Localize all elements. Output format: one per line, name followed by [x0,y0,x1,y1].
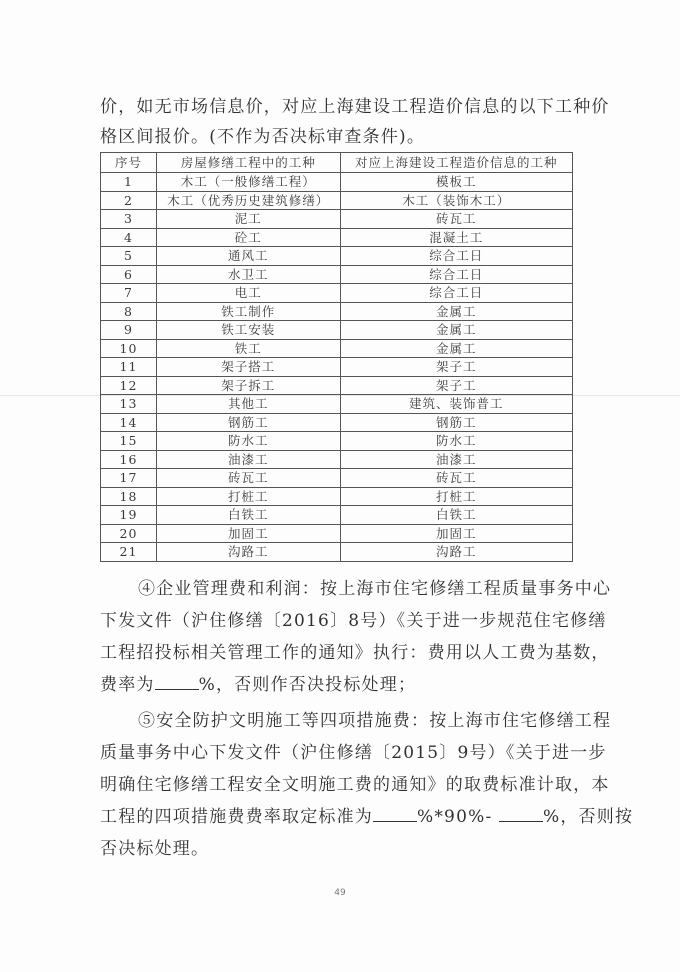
cell-shanghai-trade: 综合工日 [340,247,573,266]
cell-seq: 10 [101,339,157,358]
table-row [101,469,573,488]
cell-repair-trade: 木工（优秀历史建筑修缮） [156,191,340,210]
item4-rate-suffix: %，否则作否决投标处理； [198,675,417,695]
cell-seq: 5 [101,247,157,266]
intro-line-1: 价，如无市场信息价，对应上海建设工程造价信息的以下工种价 [100,97,610,117]
cell-shanghai-trade: 混凝土工 [340,228,573,247]
header-seq: 序号 [101,153,157,173]
cell-repair-trade: 砖瓦工 [156,469,340,488]
cell-shanghai-trade: 金属工 [340,321,573,340]
table-row [101,265,573,284]
cell-seq: 12 [101,376,157,395]
cell-repair-trade: 打桩工 [156,487,340,506]
cell-seq: 17 [101,469,157,488]
cell-shanghai-trade: 钢筋工 [340,413,573,432]
cell-shanghai-trade: 防水工 [340,432,573,451]
cell-shanghai-trade: 综合工日 [340,284,573,303]
item5-line-5: 否决标处理。 [100,839,210,859]
item5-line-2: 质量事务中心下发文件（沪住修缮〔2015〕9号）《关于进一步 [100,743,607,763]
cell-shanghai-trade: 沟路工 [340,543,573,562]
cell-seq: 13 [101,395,157,414]
cell-repair-trade: 架子拆工 [156,376,340,395]
table-row [101,210,573,229]
table-row [101,432,573,451]
item5-rate-suffix: %，否则按 [543,807,634,827]
cell-repair-trade: 铁工安装 [156,321,340,340]
cell-repair-trade: 泥工 [156,210,340,229]
cell-seq: 18 [101,487,157,506]
cell-seq: 20 [101,524,157,543]
cell-repair-trade: 其他工 [156,395,340,414]
table-row [101,284,573,303]
cell-repair-trade: 加固工 [156,524,340,543]
intro-line-2: 格区间报价。(不作为否决标审查条件)。 [100,127,426,147]
table-row [101,413,573,432]
cell-repair-trade: 防水工 [156,432,340,451]
cell-shanghai-trade: 砖瓦工 [340,210,573,229]
cell-repair-trade: 通风工 [156,247,340,266]
cell-repair-trade: 白铁工 [156,506,340,525]
cell-shanghai-trade: 油漆工 [340,450,573,469]
item5-rate-blank-1[interactable] [373,807,417,822]
cell-seq: 21 [101,543,157,562]
cell-seq: 6 [101,265,157,284]
trade-mapping-table [100,152,573,562]
item4-line-3: 工程招投标相关管理工作的通知》执行：费用以人工费为基数， [100,643,610,663]
table-row [101,543,573,562]
cell-repair-trade: 油漆工 [156,450,340,469]
item5-rate-mid: %*90%- [417,807,493,827]
cell-repair-trade: 铁工制作 [156,302,340,321]
table-row [101,173,573,192]
table-row [101,191,573,210]
cell-shanghai-trade: 打桩工 [340,487,573,506]
cell-shanghai-trade: 木工（装饰木工） [340,191,573,210]
item5-rate-blank-2[interactable] [499,807,543,822]
table-row [101,395,573,414]
table-row [101,247,573,266]
cell-seq: 11 [101,358,157,377]
cell-repair-trade: 电工 [156,284,340,303]
item4-rate-prefix: 费率为 [100,675,155,695]
cell-repair-trade: 水卫工 [156,265,340,284]
table-row [101,302,573,321]
table-row [101,487,573,506]
cell-shanghai-trade: 金属工 [340,302,573,321]
table-row [101,358,573,377]
item4-line-4 [100,670,416,695]
cell-seq: 19 [101,506,157,525]
cell-seq: 4 [101,228,157,247]
cell-shanghai-trade: 白铁工 [340,506,573,525]
cell-seq: 2 [101,191,157,210]
cell-shanghai-trade: 架子工 [340,358,573,377]
cell-repair-trade: 钢筋工 [156,413,340,432]
table-row [101,228,573,247]
cell-shanghai-trade: 建筑、装饰普工 [340,395,573,414]
cell-repair-trade: 铁工 [156,339,340,358]
cell-shanghai-trade: 综合工日 [340,265,573,284]
cell-repair-trade: 木工（一般修缮工程） [156,173,340,192]
cell-shanghai-trade: 金属工 [340,339,573,358]
cell-repair-trade: 沟路工 [156,543,340,562]
cell-seq: 1 [101,173,157,192]
cell-seq: 9 [101,321,157,340]
cell-seq: 7 [101,284,157,303]
cell-shanghai-trade: 砖瓦工 [340,469,573,488]
cell-shanghai-trade: 架子工 [340,376,573,395]
header-repair-trade: 房屋修缮工程中的工种 [156,153,340,173]
cell-seq: 8 [101,302,157,321]
cell-seq: 14 [101,413,157,432]
table-row [101,339,573,358]
cell-seq: 3 [101,210,157,229]
table-row [101,376,573,395]
page-number: 49 [334,888,346,898]
cell-repair-trade: 砼工 [156,228,340,247]
table-header-row [101,153,573,173]
item5-line-3: 明确住宅修缮工程安全文明施工费的通知》的取费标准计取，本 [100,775,610,795]
cell-shanghai-trade: 模板工 [340,173,573,192]
table-row [101,321,573,340]
item5-rate-prefix: 工程的四项措施费费率取定标准为 [100,807,373,827]
cell-shanghai-trade: 加固工 [340,524,573,543]
item4-rate-blank[interactable] [155,675,199,690]
item4-line-2: 下发文件（沪住修缮〔2016〕8号）《关于进一步规范住宅修缮 [100,611,607,631]
cell-repair-trade: 架子搭工 [156,358,340,377]
table-body [101,173,573,562]
header-shanghai-trade: 对应上海建设工程造价信息的工种 [340,153,573,173]
cell-seq: 16 [101,450,157,469]
item4-line-1: ④企业管理费和利润：按上海市住宅修缮工程质量事务中心 [138,579,612,599]
item5-line-1: ⑤安全防护文明施工等四项措施费：按上海市住宅修缮工程 [138,711,612,731]
table-row [101,524,573,543]
cell-seq: 15 [101,432,157,451]
table-row [101,450,573,469]
table-row [101,506,573,525]
item5-line-4 [100,802,633,827]
